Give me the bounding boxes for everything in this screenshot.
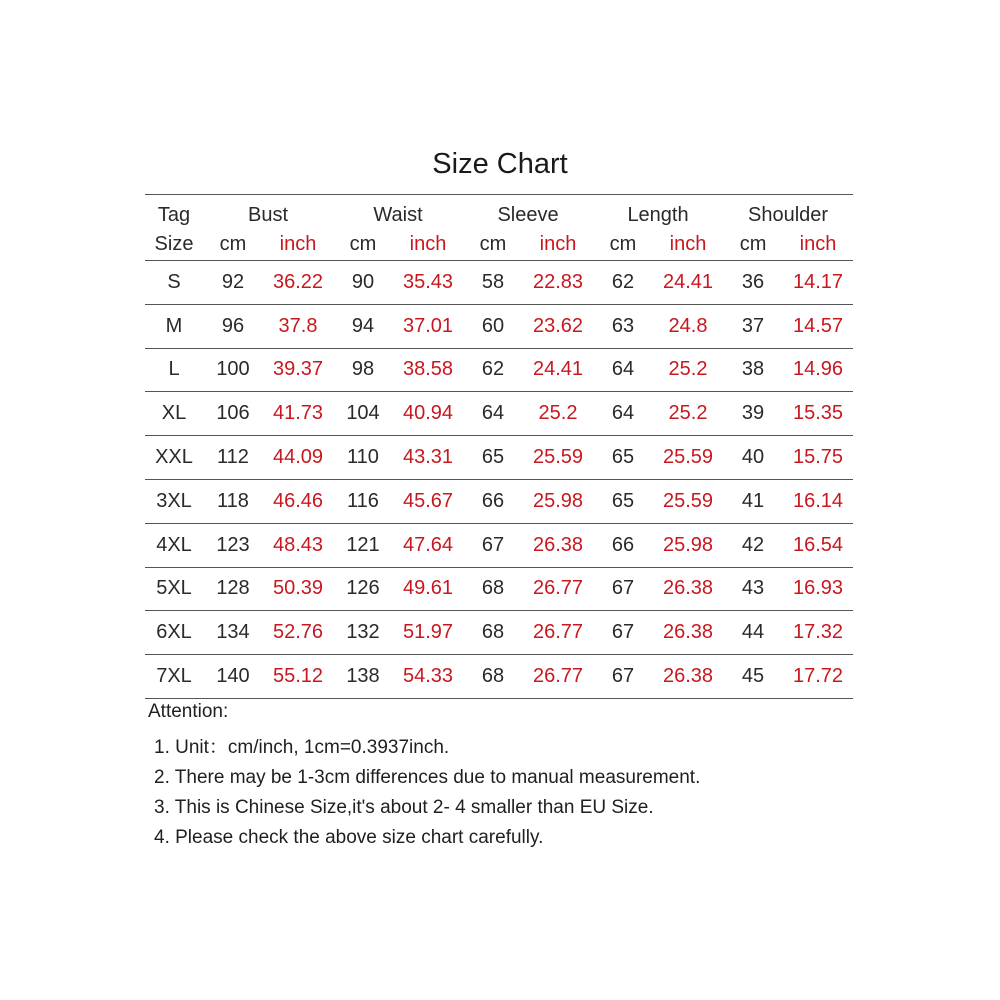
unit-cm: cm (609, 232, 637, 255)
header-row-groups (145, 195, 853, 229)
header-shoulder: Shoulder (748, 204, 829, 226)
cell-bust-cm: 140 (216, 665, 250, 688)
cell-shoulder-in: 14.57 (793, 314, 844, 337)
cell-length-cm: 66 (611, 533, 635, 556)
cell-waist-in: 54.33 (402, 665, 454, 688)
size-table-body (145, 261, 853, 699)
cell-bust-in: 46.46 (272, 489, 324, 512)
cell-waist-cm: 110 (347, 446, 379, 469)
unit-inch: inch (409, 232, 447, 255)
cell-bust-in: 41.73 (272, 402, 324, 425)
cell-shoulder-cm: 37 (741, 314, 765, 337)
cell-sleeve-in: 25.2 (538, 402, 578, 425)
cell-bust-cm: 128 (216, 577, 250, 600)
cell-size: 5XL (156, 577, 192, 600)
note-item: 4. Please check the above size chart carefully. (154, 827, 544, 848)
table-row (145, 348, 853, 392)
cell-length-cm: 67 (611, 577, 635, 600)
header-waist: Waist (373, 204, 423, 226)
cell-bust-in: 36.22 (272, 270, 324, 293)
table-row (145, 392, 853, 436)
cell-sleeve-in: 22.83 (532, 270, 584, 293)
cell-sleeve-in: 26.77 (532, 577, 584, 600)
unit-cm: cm (479, 232, 507, 255)
cell-waist-in: 49.61 (402, 577, 454, 600)
unit-inch: inch (279, 232, 317, 255)
cell-size: L (168, 358, 180, 381)
cell-waist-in: 35.43 (402, 270, 454, 293)
cell-length-in: 25.2 (668, 402, 708, 425)
unit-inch: inch (799, 232, 837, 255)
cell-bust-in: 39.37 (272, 358, 324, 381)
cell-size: 6XL (156, 621, 192, 644)
cell-bust-cm: 100 (216, 358, 250, 381)
cell-sleeve-cm: 68 (481, 665, 505, 688)
cell-waist-cm: 98 (351, 358, 375, 381)
cell-size: XL (161, 402, 187, 425)
cell-shoulder-in: 16.54 (793, 533, 844, 556)
cell-waist-cm: 116 (347, 489, 379, 512)
cell-length-in: 26.38 (662, 577, 714, 600)
cell-shoulder-cm: 39 (741, 402, 765, 425)
note-item: 3. This is Chinese Size,it's about 2- 4 smaller than EU Size. (154, 797, 654, 818)
cell-sleeve-cm: 65 (481, 446, 505, 469)
cell-length-cm: 65 (611, 446, 635, 469)
cell-waist-in: 38.58 (402, 358, 454, 381)
cell-bust-cm: 96 (221, 314, 245, 337)
cell-sleeve-in: 23.62 (532, 314, 584, 337)
cell-bust-cm: 118 (217, 489, 249, 512)
cell-shoulder-cm: 44 (741, 621, 765, 644)
cell-waist-cm: 126 (346, 577, 380, 600)
attention-list (148, 733, 700, 853)
cell-length-in: 25.2 (668, 358, 708, 381)
unit-cm: cm (349, 232, 377, 255)
cell-length-in: 24.41 (662, 270, 714, 293)
cell-size: S (167, 270, 181, 293)
cell-sleeve-cm: 68 (481, 621, 505, 644)
header-bust: Bust (247, 204, 289, 226)
cell-waist-cm: 104 (346, 402, 380, 425)
table-row (145, 611, 853, 655)
cell-sleeve-in: 26.77 (532, 665, 584, 688)
attention-heading: Attention: (148, 701, 229, 722)
cell-shoulder-in: 17.32 (793, 621, 844, 644)
cell-sleeve-cm: 68 (481, 577, 505, 600)
table-row (145, 261, 853, 305)
cell-bust-in: 37.8 (278, 314, 318, 337)
table-row (145, 436, 853, 480)
cell-shoulder-cm: 43 (741, 577, 765, 600)
cell-sleeve-cm: 64 (481, 402, 505, 425)
cell-length-cm: 64 (611, 402, 635, 425)
cell-waist-in: 45.67 (402, 489, 454, 512)
cell-shoulder-cm: 42 (741, 533, 765, 556)
cell-length-in: 24.8 (668, 314, 708, 337)
cell-shoulder-in: 14.96 (793, 358, 844, 381)
cell-size: 4XL (156, 533, 192, 556)
table-row (145, 523, 853, 567)
cell-shoulder-in: 16.14 (793, 489, 844, 512)
cell-length-in: 26.38 (662, 621, 714, 644)
cell-size: 7XL (156, 665, 192, 688)
unit-cm: cm (739, 232, 767, 255)
unit-inch: inch (539, 232, 577, 255)
cell-sleeve-cm: 58 (481, 270, 505, 293)
cell-waist-in: 40.94 (402, 402, 454, 425)
cell-waist-cm: 132 (346, 621, 380, 644)
cell-sleeve-in: 25.98 (532, 489, 584, 512)
cell-shoulder-in: 17.72 (793, 665, 844, 688)
cell-sleeve-cm: 66 (481, 489, 505, 512)
cell-shoulder-in: 16.93 (793, 577, 844, 600)
cell-size: XXL (155, 446, 193, 469)
cell-sleeve-cm: 62 (481, 358, 505, 381)
cell-shoulder-cm: 36 (741, 270, 765, 293)
cell-size: M (165, 314, 183, 337)
table-row (145, 567, 853, 611)
header-size: Size (154, 232, 194, 255)
cell-waist-in: 43.31 (402, 446, 454, 469)
header-length: Length (627, 204, 689, 226)
header-row-units (145, 228, 853, 261)
table-row (145, 479, 853, 523)
table-row (145, 304, 853, 348)
cell-sleeve-cm: 60 (481, 314, 505, 337)
cell-waist-cm: 94 (351, 314, 375, 337)
cell-length-in: 26.38 (662, 665, 714, 688)
cell-waist-cm: 121 (346, 533, 380, 556)
cell-sleeve-in: 26.38 (532, 533, 584, 556)
cell-bust-in: 44.09 (272, 446, 324, 469)
cell-bust-in: 55.12 (272, 665, 324, 688)
cell-bust-cm: 92 (221, 270, 245, 293)
cell-shoulder-in: 15.75 (793, 446, 844, 469)
cell-bust-cm: 134 (216, 621, 250, 644)
cell-sleeve-cm: 67 (481, 533, 505, 556)
cell-length-in: 25.59 (662, 489, 714, 512)
cell-sleeve-in: 26.77 (532, 621, 584, 644)
cell-size: 3XL (156, 489, 192, 512)
cell-length-in: 25.98 (662, 533, 714, 556)
cell-sleeve-in: 24.41 (532, 358, 584, 381)
cell-sleeve-in: 25.59 (532, 446, 584, 469)
cell-length-in: 25.59 (662, 446, 714, 469)
cell-shoulder-cm: 41 (741, 489, 765, 512)
cell-shoulder-in: 14.17 (793, 270, 844, 293)
cell-bust-in: 52.76 (272, 621, 324, 644)
page-title: Size Chart (432, 148, 568, 180)
note-item: 2. There may be 1-3cm differences due to manual measurement. (154, 767, 701, 788)
cell-length-cm: 62 (611, 270, 635, 293)
size-table (145, 194, 853, 699)
cell-shoulder-cm: 38 (741, 358, 765, 381)
attention-notes (148, 701, 700, 853)
cell-bust-in: 48.43 (272, 533, 324, 556)
cell-waist-in: 37.01 (402, 314, 454, 337)
cell-bust-cm: 106 (216, 402, 250, 425)
cell-waist-in: 47.64 (402, 533, 454, 556)
note-item: 1. Unit：cm/inch, 1cm=0.3937inch. (154, 737, 450, 758)
cell-shoulder-in: 15.35 (793, 402, 844, 425)
cell-shoulder-cm: 40 (741, 446, 765, 469)
cell-waist-cm: 138 (346, 665, 380, 688)
cell-length-cm: 67 (611, 621, 635, 644)
size-table-container (145, 194, 853, 699)
unit-inch: inch (669, 232, 707, 255)
header-sleeve: Sleeve (497, 204, 559, 226)
cell-bust-in: 50.39 (272, 577, 324, 600)
cell-bust-cm: 123 (216, 533, 250, 556)
cell-length-cm: 63 (611, 314, 635, 337)
cell-bust-cm: 112 (217, 446, 249, 469)
cell-waist-cm: 90 (351, 270, 375, 293)
table-row (145, 655, 853, 699)
header-tag: Tag (157, 204, 191, 226)
cell-shoulder-cm: 45 (741, 665, 765, 688)
cell-waist-in: 51.97 (402, 621, 454, 644)
unit-cm: cm (219, 232, 247, 255)
cell-length-cm: 64 (611, 358, 635, 381)
cell-length-cm: 67 (611, 665, 635, 688)
cell-length-cm: 65 (611, 489, 635, 512)
